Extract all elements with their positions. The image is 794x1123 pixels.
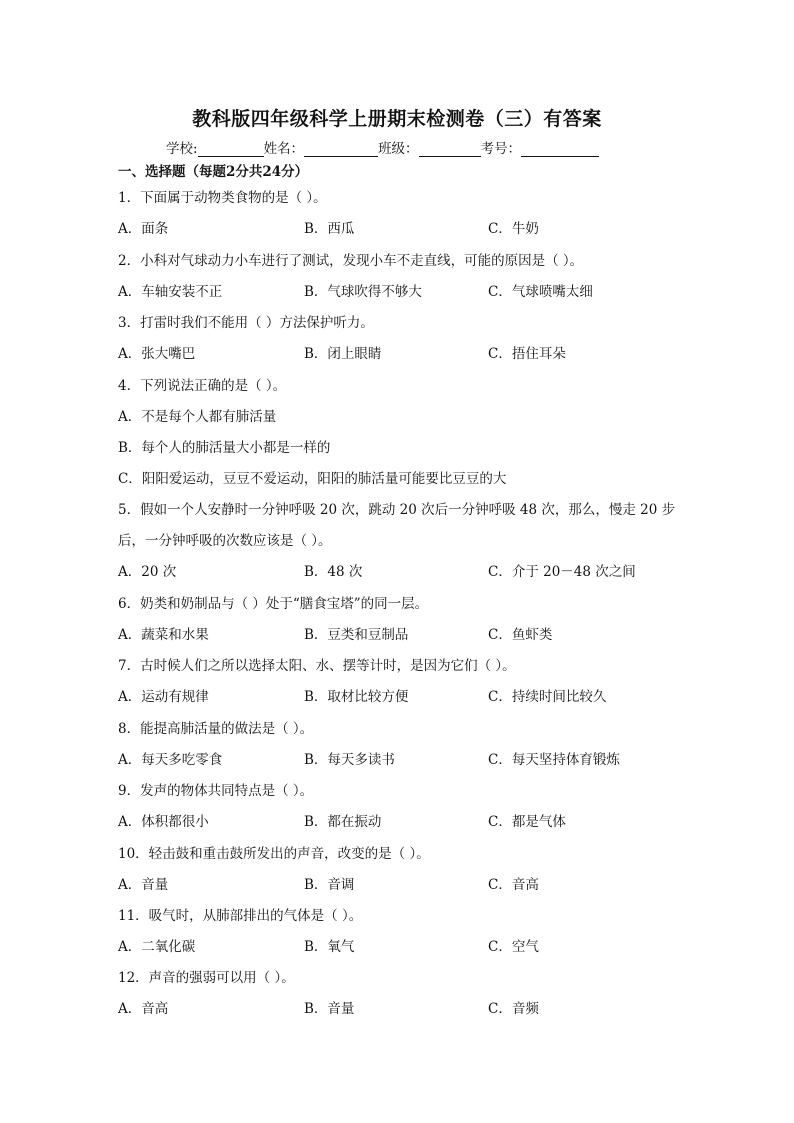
name-blank[interactable] (304, 142, 378, 157)
options-11 (118, 935, 718, 955)
option-c[interactable]: C．空气 (488, 939, 539, 955)
option-c[interactable]: C．持续时间比较久 (488, 689, 607, 705)
option-b[interactable]: B．取材比较方便 (304, 689, 409, 705)
option-b[interactable]: B．48 次 (304, 564, 363, 580)
option-c[interactable]: C．介于 20－48 次之间 (488, 564, 636, 580)
question-7: 7．古时候人们之所以选择太阳、水、摆等计时，是因为它们（ ）。 (118, 658, 516, 674)
option-c[interactable]: C．音高 (488, 877, 539, 893)
options-3 (118, 342, 718, 362)
option-b[interactable]: B．每天多读书 (304, 752, 395, 768)
name-label: 姓名： (263, 141, 305, 157)
question-3: 3．打雷时我们不能用（ ）方法保护听力。 (118, 315, 374, 331)
question-8: 8．能提高肺活量的做法是（ ）。 (118, 721, 314, 737)
school-label: 学校: (166, 141, 198, 157)
question-12: 12．声音的强弱可以用（ ）。 (118, 970, 295, 986)
option-a[interactable]: A．二氧化碳 (118, 939, 196, 955)
option-c[interactable]: C．捂住耳朵 (488, 346, 566, 362)
school-blank[interactable] (198, 142, 264, 157)
option-c[interactable]: C．气球喷嘴太细 (488, 284, 593, 300)
options-12 (118, 997, 718, 1017)
option-a[interactable]: A．音高 (118, 1001, 169, 1017)
option-c[interactable]: C．音频 (488, 1001, 539, 1017)
option-a[interactable]: A．不是每个人都有肺活量 (118, 409, 277, 425)
option-a[interactable]: A．蔬菜和水果 (118, 627, 209, 643)
option-b[interactable]: B．氧气 (304, 939, 355, 955)
number-label: 考号： (480, 141, 522, 157)
question-6: 6．奶类和奶制品与（ ）处于“膳食宝塔”的同一层。 (118, 596, 429, 612)
question-11: 11．吸气时，从肺部排出的气体是（ ）。 (118, 908, 363, 924)
option-a[interactable]: A．运动有规律 (118, 689, 209, 705)
option-a[interactable]: A．20 次 (118, 564, 177, 580)
options-6 (118, 623, 718, 643)
option-b[interactable]: B．气球吹得不够大 (304, 284, 422, 300)
option-c[interactable]: C．鱼虾类 (488, 627, 553, 643)
option-a[interactable]: A．车轴安装不正 (118, 284, 223, 300)
class-blank[interactable] (419, 142, 481, 157)
option-a[interactable]: A．音量 (118, 877, 169, 893)
class-label: 班级： (378, 141, 419, 157)
question-4: 4．下列说法正确的是（ ）。 (118, 378, 287, 394)
question-5-cont: 后，一分钟呼吸的次数应该是（ ）。 (118, 533, 332, 549)
options-2 (118, 280, 718, 300)
student-info-line (166, 137, 599, 157)
option-a[interactable]: A．体积都很小 (118, 814, 209, 830)
question-9: 9．发声的物体共同特点是（ ）。 (118, 783, 314, 799)
option-b[interactable]: B．西瓜 (304, 221, 355, 237)
option-c[interactable]: C．牛奶 (488, 221, 539, 237)
option-b[interactable]: B．豆类和豆制品 (304, 627, 409, 643)
question-2: 2．小科对气球动力小车进行了测试，发现小车不走直线，可能的原因是（ ）。 (118, 253, 584, 269)
options-10 (118, 873, 718, 893)
question-5: 5．假如一个人安静时一分钟呼吸 20 次，跳动 20 次后一分钟呼吸 48 次，那么，慢走 20 步 (118, 502, 676, 518)
section-heading: 一、选择题（每题2分共24分） (118, 164, 309, 180)
page-title: 教科版四年级科学上册期末检测卷（三）有答案 (192, 108, 602, 130)
option-a[interactable]: A．每天多吃零食 (118, 752, 223, 768)
question-1: 1．下面属于动物类食物的是（ ）。 (118, 190, 327, 206)
option-b[interactable]: B．音调 (304, 877, 355, 893)
option-c[interactable]: C．每天坚持体育锻炼 (488, 752, 620, 768)
number-blank[interactable] (521, 142, 599, 157)
option-a[interactable]: A．张大嘴巴 (118, 346, 196, 362)
option-a[interactable]: A．面条 (118, 221, 169, 237)
option-b[interactable]: B．音量 (304, 1001, 355, 1017)
option-c[interactable]: C．都是气体 (488, 814, 566, 830)
options-9 (118, 810, 718, 830)
options-7 (118, 685, 718, 705)
option-b[interactable]: B．闭上眼睛 (304, 346, 382, 362)
options-5 (118, 560, 718, 580)
question-10: 10．轻击鼓和重击鼓所发出的声音，改变的是（ ）。 (118, 846, 430, 862)
option-b[interactable]: B．每个人的肺活量大小都是一样的 (118, 440, 331, 456)
options-1 (118, 217, 718, 237)
options-8 (118, 748, 718, 768)
option-c[interactable]: C．阳阳爱运动，豆豆不爱运动，阳阳的肺活量可能要比豆豆的大 (118, 471, 507, 487)
option-b[interactable]: B．都在振动 (304, 814, 382, 830)
